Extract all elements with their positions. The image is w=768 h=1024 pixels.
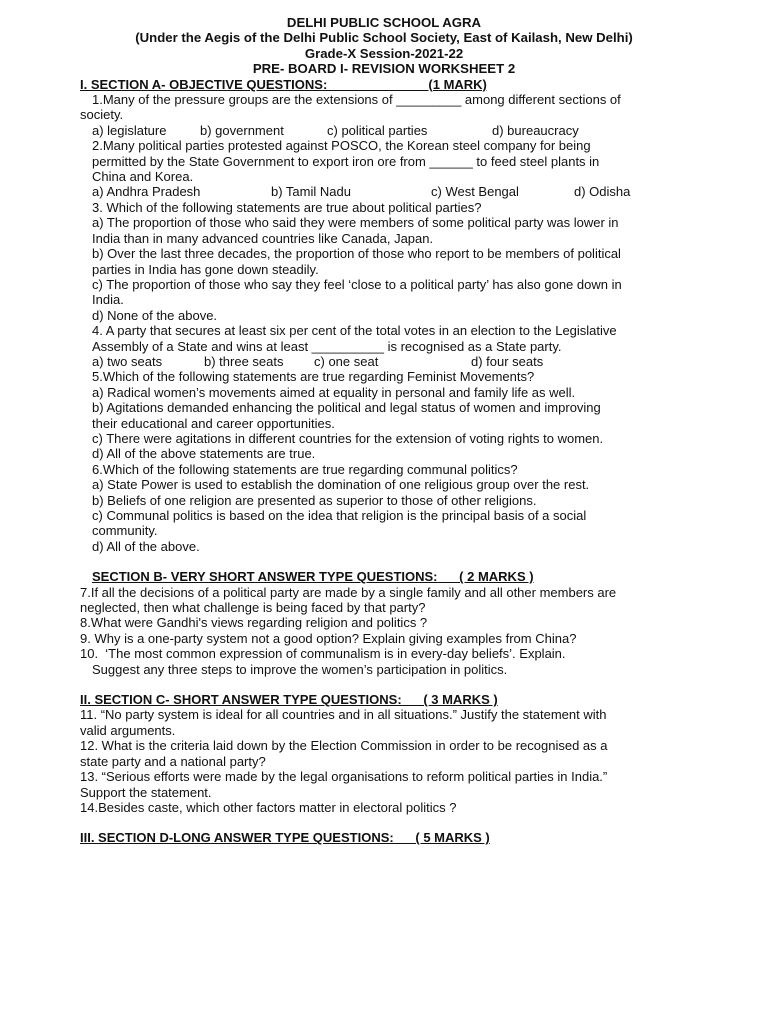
question-1-line-1: 1.Many of the pressure groups are the extensions of _________ among different sections of [92,92,621,108]
q1-option-d: d) bureaucracy [492,122,579,138]
spacer [0,815,768,830]
q4-option-a: a) two seats [92,353,163,369]
question-4-line-2: Assembly of a State and wins at least __________ is recognised as a State party. [92,338,562,354]
question-4-line-1: 4. A party that secures at least six per cent of the total votes in an election to the Legislative [92,323,617,339]
q3-option-a-line-1: a) The proportion of those who said they were members of some political party was lower in [92,215,619,231]
section-a-title: I. SECTION A- OBJECTIVE QUESTIONS: (1 MARK) [80,76,487,92]
question-8: 8.What were Gandhi's views regarding religion and politics ? [80,615,428,631]
question-5: 5.Which of the following statements are true regarding Feminist Movements? [92,369,535,385]
q6-option-d: d) All of the above. [92,538,200,554]
question-2-options [0,184,768,199]
q5-option-b-line-1: b) Agitations demanded enhancing the political and legal status of women and improving [92,400,601,416]
q2-option-b: b) Tamil Nadu [271,184,351,200]
q3-option-c-line-2: India. [92,292,124,308]
question-2-line-3: China and Korea. [92,169,194,185]
q2-option-c: c) West Bengal [431,184,519,200]
question-11-line-2: valid arguments. [80,722,176,738]
q5-option-b-line-2: their educational and career opportunities. [92,415,335,431]
q3-option-b-line-2: parties in India has gone down steadily. [92,261,319,277]
question-13-line-2: Support the statement. [80,784,212,800]
section-d-title: III. SECTION D-LONG ANSWER TYPE QUESTIONS: ( 5 MARKS ) [80,830,490,846]
question-7-line-1: 7.If all the decisions of a political party are made by a single family and all other members are [80,584,617,600]
q1-option-a: a) legislature [92,122,167,138]
q4-option-c: c) one seat [314,353,379,369]
spacer [0,677,768,692]
q5-option-c: c) There were agitations in different countries for the extension of voting rights to women. [92,430,604,446]
question-6: 6.Which of the following statements are true regarding communal politics? [92,461,518,477]
q5-option-a: a) Radical women’s movements aimed at equality in personal and family life as well. [92,384,576,400]
question-14: 14.Besides caste, which other factors matter in electoral politics ? [80,799,457,815]
question-2-line-2: permitted by the State Government to export iron ore from ______ to feed steel plants in [92,153,600,169]
worksheet-title: PRE- BOARD I- REVISION WORKSHEET 2 [252,61,516,77]
q3-option-b-line-1: b) Over the last three decades, the proportion of those who report to be members of political [92,246,621,262]
question-11-line-1: 11. “No party system is ideal for all countries and in all situations.” Justify the statement with [80,707,607,723]
q2-option-d: d) Odisha [574,184,631,200]
q3-option-c-line-1: c) The proportion of those who say they feel ‘close to a political party’ has also gone down in [92,276,622,292]
school-aegis: (Under the Aegis of the Delhi Public School Society, East of Kailash, New Delhi) [135,30,633,46]
question-7-line-2: neglected, then what challenge is being faced by that party? [80,600,426,616]
grade-session: Grade-X Session-2021-22 [304,45,464,61]
question-1-line-2: society. [80,107,124,123]
q6-option-c-line-2: community. [92,523,158,539]
q3-option-d: d) None of the above. [92,307,218,323]
q6-option-c-line-1: c) Communal politics is based on the idea that religion is the principal basis of a social [92,508,587,523]
question-3: 3. Which of the following statements are true about political parties? [92,199,482,215]
question-12-line-2: state party and a national party? [80,753,266,769]
q6-option-a: a) State Power is used to establish the domination of one religious group over the rest. [92,477,590,493]
q5-option-d: d) All of the above statements are true. [92,446,316,462]
q1-option-c: c) political parties [327,122,428,138]
question-2-line-1: 2.Many political parties protested against POSCO, the Korean steel company for being [92,138,591,154]
q6-option-b: b) Beliefs of one religion are presented as superior to those of other religions. [92,492,537,508]
q4-option-d: d) four seats [471,353,544,369]
section-c-title: II. SECTION C- SHORT ANSWER TYPE QUESTIONS: ( 3 MARKS ) [80,692,498,708]
question-9: 9. Why is a one-party system not a good option? Explain giving examples from China? [80,630,577,646]
q1-option-b: b) government [200,122,284,138]
question-10: 10. ‘The most common expression of communalism is in every-day beliefs’. Explain. [80,646,566,662]
q2-option-a: a) Andhra Pradesh [92,184,201,200]
school-name: DELHI PUBLIC SCHOOL AGRA [286,15,482,30]
question-13-line-1: 13. “Serious efforts were made by the legal organisations to reform political parties in India.” [80,769,608,785]
section-b-title: SECTION B- VERY SHORT ANSWER TYPE QUESTIONS: ( 2 MARKS ) [92,569,534,585]
question-10-continued: Suggest any three steps to improve the women’s participation in politics. [92,661,508,677]
question-1-options [0,123,768,138]
question-12-line-1: 12. What is the criteria laid down by the Election Commission in order to be recognised as a [80,738,608,754]
q4-option-b: b) three seats [204,353,284,369]
spacer [0,554,768,569]
question-4-options [0,354,768,369]
q3-option-a-line-2: India than in many advanced countries like Canada, Japan. [92,230,434,246]
